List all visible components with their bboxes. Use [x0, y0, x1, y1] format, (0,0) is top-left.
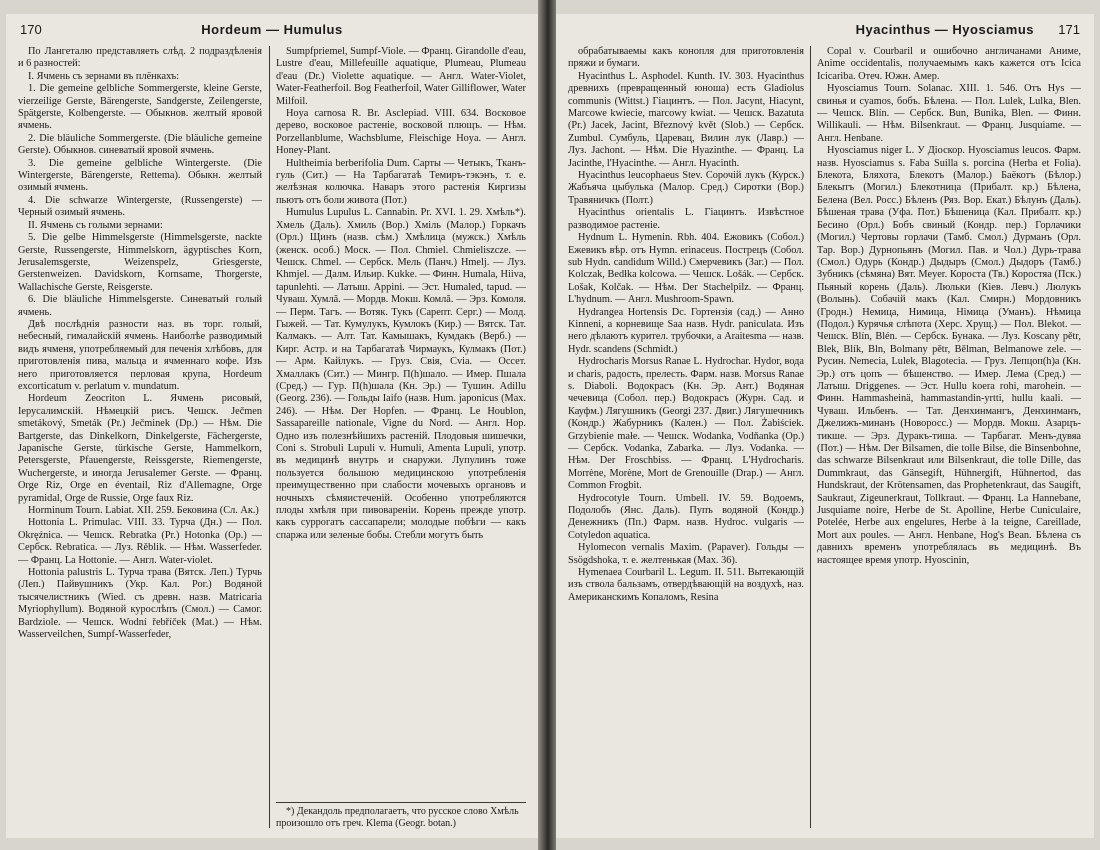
paragraph: Copal v. Courbaril и ошибочно англичанами Аниме, Anime occidentalis, получаемымъ какъ кажется отъ Icica Icicariba. Отеч. Южн. Амер. — [817, 46, 1081, 82]
paragraph: Hydnum L. Hymenin. Rbh. 404. Ежовикъ (Собол.) Ежевикъ вѣр. отъ Hymn. erinaceus. Пострецъ (Собол. sub Hydn. candidum Willd.) Смерчевикъ (Заг.) — Пол. Kolczak, Bedłka kolcowa. — Чешск. Lošák. — Сербск. Lošak, Kolčak. — Нѣм. Der Stachelpilz. — Франц. L'hydnum. — Англ. Mushroom-Spawn. — [568, 232, 804, 306]
paragraph: Hottonia L. Primulac. VIII. 33. Турча (Дн.) — Пол. Okręźnica. — Чешск. Rebratka (Pr.) Hotonka (Op.) — Сербск. Rebratica. — Луз. Rěblik. — Нѣм. Wasserfeder. — Франц. La Hottonie. — Англ. Water-violet. — [18, 517, 262, 566]
left-page — [6, 14, 538, 838]
text-column-1 — [568, 46, 804, 832]
paragraph: Hydrangea Hortensis Dc. Гортензія (сад.) — Анно Kinneni, а корневище Saa назв. Hydr. paniculata. Изъ него дѣлаютъ курител. трубочки, а Araitesma — назв. Hydr. scandens (Schmidt.) — [568, 306, 804, 355]
paragraph: Horminum Tourn. Labiat. XII. 259. Бековина (Сл. Ак.) — [28, 505, 259, 517]
paragraph: 5. Die gelbe Himmelsgerste (Himmelsgerste, nackte Gerste, Russengerste, Himmelskorn, ägyptisches Korn, Jerusalemsgerste, Weizenspelz, Griesgerste, Gerstenweizen. Davidskorn, Kornsame, Thorgerste, Wallachische Gerste, Reisgerste. — [18, 232, 262, 293]
paragraph: Hymenaea Courbaril L. Legum. II. 511. Вытекающій изъ ствола бальзамъ, отвердѣвающій на воздухѣ, наз. Американскимъ Копаломъ, Resina — [568, 567, 804, 603]
paragraph: I. Ячмень съ зернами въ плёнкахъ: — [28, 70, 180, 82]
page-number: 171 — [1058, 22, 1080, 37]
book-gutter — [538, 0, 556, 850]
column-rule — [810, 46, 811, 828]
running-head: Hordeum — Humulus — [201, 22, 343, 37]
paragraph: Hydrocotyle Tourn. Umbell. IV. 59. Водоемъ, Подолобъ (Янс. Даль). Пупъ водяной (Кондр.) Денежникъ (Пп.) Фарм. назв. Hydroc. vulgaris — Cotyledon aquatica. — [568, 492, 804, 541]
paragraph: Hottonia palustris L. Турча трава (Вятск. Леп.) Турчь (Леп.) Пайвушникъ (Укр. Кал. Рог.) Водяной тысячелистникъ (Wied. съ древн. назв. Matricaria Myriophyllum). Водяной курослѣпъ (Смол.) — Самог. Bardziole. — Чешск. Wodní řebříček (Mat.) — Нѣм. Wasserveilchen, Sumpf-Wasserfeder, — [18, 567, 262, 641]
paragraph: Hydrocharis Morsus Ranae L. Hydrochar. Hydor, вода и charis, радость, прелесть. Фарм. назв. Morsus Ranae s. Diaboli. Водокрасъ (Кн. Эр. Ант.) Водяная чечевица (Собол. пер.) Водокрасъ (Журн. Сад. и Кауфм.) Лягушникъ (Georgi 237. Двиг.) Лягушечникъ (Кондр.) Жабурникъ (Кален.) — Пол. Żabiściek. Grzybienie małe. — Чешск. Wodanka, Vodňanka (Op.) — Сербск. Vodanka, Zabarka. — Луз. Vodanka. — Нѣм. Der Froschbiss. — Франц. L'Hydrocharis. Morrène, Morène, Mort de Grenouille (Drap.) — Англ. Common Frogbit. — [568, 356, 804, 492]
paragraph: Hyacinthus orientalis L. Гіацинтъ. Извѣстное разводимое растеніе. — [568, 207, 804, 231]
column-rule — [269, 46, 270, 828]
paragraph: Hylomecon vernalis Maxim. (Papaver). Гольды — Ssögdshoka, т. е. желтенькая (Max. 36). — [568, 542, 804, 566]
footnote-text: *) Декандоль предполагаетъ, что русское слово Хмѣль произошло отъ греч. Klema (Geogr. botan.) — [276, 806, 519, 829]
paragraph: По Лангеталю представляеть слѣд. 2 подраздѣленія и 6 разностей: — [18, 46, 262, 70]
paragraph: 3. Die gemeine gelbliche Wintergerste. (Die Wintergerste, Bärengerste, Rettema). Обыкн. желтый озимый ячмень. — [18, 157, 262, 194]
paragraph: Humulus Lupulus L. Cannabin. Pr. XVI. 1. 29. Хмѣль*). Хмель (Даль). Хмиль (Вор.) Хміль (Малор.) Горкачъ (Орл.) Щинъ (назв. сѣм.) Хмѣлица (мужск.) Хмѣль (женск. особ.) Моск. — Пол. Chmiel. Chmieliszcze. — Чешск. Chmel. — Сербск. Мель (Панч.) Hmelj. — Луз. Khmjel. — Далм. Ильир. Kukke. — Финн. Humala, Hiiva, tapunlehti. — Латыш. Appini. — Эст. Humaled, tapud. — Чуваш. Хумлă. — Мордв. Мокш. Комлă. — Эрз. Комоля. — Перм. Тагъ. — Вотяк. Тукъ (Сарепт. Серг.) — Молд. Гыжей. — Тат. Кумулукъ, Кумлокъ (Кир.) — Вятск. Тат. Калмакъ. — Алт. Тат. Камышакъ, Кумдакъ (Верб.) — Кирг. Астр. и на Тарбагатаѣ Чирмаукъ, Кулмакъ (Пот.) — Арм. Кайлукъ. — Груз. Свія, Сviа. — Оссет. Хмаллакъ (Сит.) — Мингр. П(h)шало. — Имер. Пшала (Сред.) — Гур. П(h)шала (Кн. Эр.) — Тушин. Adillu (Georg. 236). — Гольды Іаіfо (назв. Hum. japonicus (Max. 246). — Нѣм. Der Hopfen. — Франц. Le Houblon, Sassapareille nationale, Vigne du Nord. — Англ. Hop. Одно изъ полезнѣйшихъ растеній. Плодовыя шишечки, Coni s. Strobuli Lupuli v. Humuli, Amenta Lupuli, употр. въ медицинѣ внутрь и снаружи. Лупулинъ тоже пользуется большою медицинскою употребленія преимущественно при слабости мочевыхъ органовъ и ночныхъ сѣмяистеченій. Особенно употребляются плоды хмѣля при пивовареніи. Корень прежде употр. какъ суррогатъ сассапарели; молодые побѣги — какъ спаржа или зеленые бобы. Стебли могутъ быть — [276, 207, 526, 541]
footnote — [276, 802, 526, 830]
paragraph: Hyacinthus leucophaeus Stev. Сорочій лукъ (Курск.) Жабъяча цыбулька (Малор. Сред.) Сиротки (Вор.) Травяничкъ (Полт.) — [568, 170, 804, 206]
page-header — [6, 22, 538, 44]
paragraph: Hordeum Zeocriton L. Ячмень рисовый, Іерусалимскій. Нѣмецкій рисъ. Чешск. Ječmen smetákový, Smeták (Pr.) Ječminek (Dp.) — Нѣм. Die Bartgerste, das Dinkelkorn, Dinkelgerste, Fächergerste, Japanische Gerste, türkische Gerste, Hammelkorn, Petersgerste, Pfauengerste, Reissgerste, Riemengerste, Wuchergerste, и иногда Jerusalemer Gerste. — Франц. Orge Riz, Orge en éventail, Riz d'Allemagne, Orge pyramidal, Orge de Russie, Orge faux Riz. — [18, 393, 262, 504]
page-header — [556, 22, 1094, 44]
paragraph: Hyosciamus niger L. У Діоскор. Hyosciamus leucos. Фарм. назв. Hyosciamus s. Faba Suilla s. porcina (Herba et Folia). Блекота, Бляхота, Блекотъ (Малор.) Баёкотъ (Бѣлор.) Блекытъ (Могил.) Блекотница (Прибалт. кр.) Бѣлена, Белена (Вел. Росс.) Бѣленъ (Ряз. Вор. Екат.) Бѣлунъ (Даль). Бѣшеная трава (Уфа. Пот.) Бѣшеница (Кал. Прибалт. кр.) Бесино (Орл.) Бобъ свиный (Кондр. пер.) Горлачики (Могил.) Чертовы горлачи (Тамб. Смол.) Дурманъ (Орл. Тар. Вор.) Дурнопьянъ (Могил. Пав. и Чол.) Дурь-трава (Смол.) Одурь (Кондр.) Дыдыръ (Смол.) Дыдоръ (Тамб.) Зубникъ (сѣмяна) Вят. Meyer. Короста (Тв.) Коростяа (Пск.) Пьяный корень (Даль). Люльки (Кіев. Левч.) Люлукъ (Волынь). Собачій макъ (Кал. Смирн.) Мордовникъ (Гродн.) Немица, Нимица, Німица (Уманъ). Нѣмица (Подол.) Курячья слѣпота (Херс. Хрущ.) — Пол. Blekot. — Чешск. Blín, Blén. — Сербск. Бунака. — Луз. Koscany pětr, Blek, Blík, Bln, Bolmany pětr, Bělman, Belmanowe zele. — Русин. Nemecia, Lulek, Blagotecia. — Груз. Лепцоп(h)а (Кн. Эр.) отъ цопъ — бѣшенство. — Имер. Лема (Сред.) — Латыш. Driggenes. — Эст. Hullu koera rohi, marohein. — Финн. Hammasheinä, hammastandin-yrtti, hullu kaali. — Чуваш. Ильбенъ. — Тат. Денхинмангъ, Денхинманъ, Джелижъ-минанъ (Новоросс.) — Мордв. Мокш. Азарцъ-тикше. — Эрз. Дуракъ-тиша. — Тарбагат. Менъ-дувяа (Пот.) — Нѣм. Der Bilsamen, die tolle Bilse, die Binsenbohne, das schwarze Bilsenkraut или Bilsenkraut, die tolle Dille, das Dummkraut, das Gänsegift, Hühnergift, Hühnertod, das Hundskraut, der Krötensamen, das Prophetenkraut, das Saugift, Saukraut, Zigeunerkraut, Tollkraut. — Франц. La Hannebane, Jusquiame noire, Herbe de St. Apolline, Herbe Cuniculaire, Potelée, Herbe aux engelures, Herbe à la teigne, Careillade, Mort aux poules. — Англ. Henbane, Hog's Bean. Бѣлена съ давнихъ временъ употреблялась въ медицинѣ. Въ настоящее время употр. Hyoscinin, — [817, 145, 1081, 566]
paragraph: 2. Die bläuliche Sommergerste. (Die bläuliche gemeine Gerste). Обыкнов. синеватый яровой ячмень. — [18, 132, 262, 157]
paragraph: Hoya carnosa R. Br. Asclepiad. VIII. 634. Восковое дерево, восковое растеніе, восковой плющъ. — Нѣм. Porzellanblume, Wachsblume, Fleischige Hoya. — Англ. Honey-Plant. — [276, 108, 526, 157]
text-column-1 — [18, 46, 262, 832]
paragraph: Sumpfpriemel, Sumpf-Viole. — Франц. Girandolle d'eau, Lustre d'eau, Millefeuille aquatique, Plumeau, Plumeau d'eau (Dr.) Violette aquatique. — Англ. Water-Violet, Water-Featherfoil. Bog Featherfoil, Water Gilliflower, Water Milfoil. — [276, 46, 526, 107]
paragraph: Двѣ послѣднія разности наз. въ торг. голый, небесный, гималайскій ячмень. Наиболѣе разводимый видъ ячменя, употребляемый для печенія хлѣбовъ, для приготовленія пива, мальца и ячменнаго кофе. Изъ него приготовляется перловая крупа, Hordeum excorticatum v. perlatum v. mundatum. — [18, 318, 262, 392]
running-head: Hyacinthus — Hyosciamus — [855, 22, 1034, 37]
page-number: 170 — [20, 22, 42, 37]
paragraph: 1. Die gemeine gelbliche Sommergerste, kleine Gerste, vierzeilige Gerste, Bärengerste, Sandgerste, Zeilengerste, Spätgerste, Kolbengerste. — Обыкнов. желтый яровой ячмень. — [18, 83, 262, 132]
paragraph: II. Ячмень съ голыми зернами: — [28, 219, 163, 231]
paragraph: 6. Die bläuliche Himmelsgerste. Синеватый голый ячмень. — [18, 294, 262, 318]
text-column-2 — [817, 46, 1081, 832]
text-column-2 — [276, 46, 526, 832]
right-page — [556, 14, 1094, 838]
paragraph: Hyosciamus Tourn. Solanac. XIII. 1. 546. Отъ Hys — свинья и cyamos, бобъ. Бѣлена. — Пол. Lulek, Lulka, Blen. — Чешск. Blín. — Сербск. Bun, Bunika, Blen. — Финн. Willikauli. — Нѣм. Bilsenkraut. — Франц. Jusquiame. — Англ. Henbane. — [817, 83, 1081, 144]
paragraph: Hultheimia berberifolia Dum. Сарты — Четыкъ, Тканъ-гуль (Сит.) — На Тарбагатаѣ Темиръ-тэкэнъ, т. е. желѣзная колючка. Наваръ этого растенія Киргизы пьютъ отъ боли живота (Пот.) — [276, 157, 526, 206]
paragraph: Hyacinthus L. Asphodel. Kunth. IV. 303. Hyacinthus древнихъ (превращенный юношa) есть Gladiolus communis (Wittst.) Гіацинтъ. — Пол. Jacynt, Hiacynt, Marcowe kwiecie, marcowy kwiat. — Чешск. Bazatuta (Pr.) Jacek, Jacint, Březnový květ (Slob.) — Сербск. Zumbul. Сумбуль, Царевац, Вилин лук (Лавр.) — Луз. Jachont. — Нѣм. Die Hyazinthe. — Франц. La Jacinthe, l'Hyacinthe. — Англ. Hyacinth. — [568, 70, 804, 169]
paragraph: обрабатываемы какъ конопля для приготовленія пряжи и бумаги. — [568, 46, 804, 70]
paragraph: 4. Die schwarze Wintergerste, (Russengerste) — Черный озимый ячмень. — [18, 194, 262, 219]
